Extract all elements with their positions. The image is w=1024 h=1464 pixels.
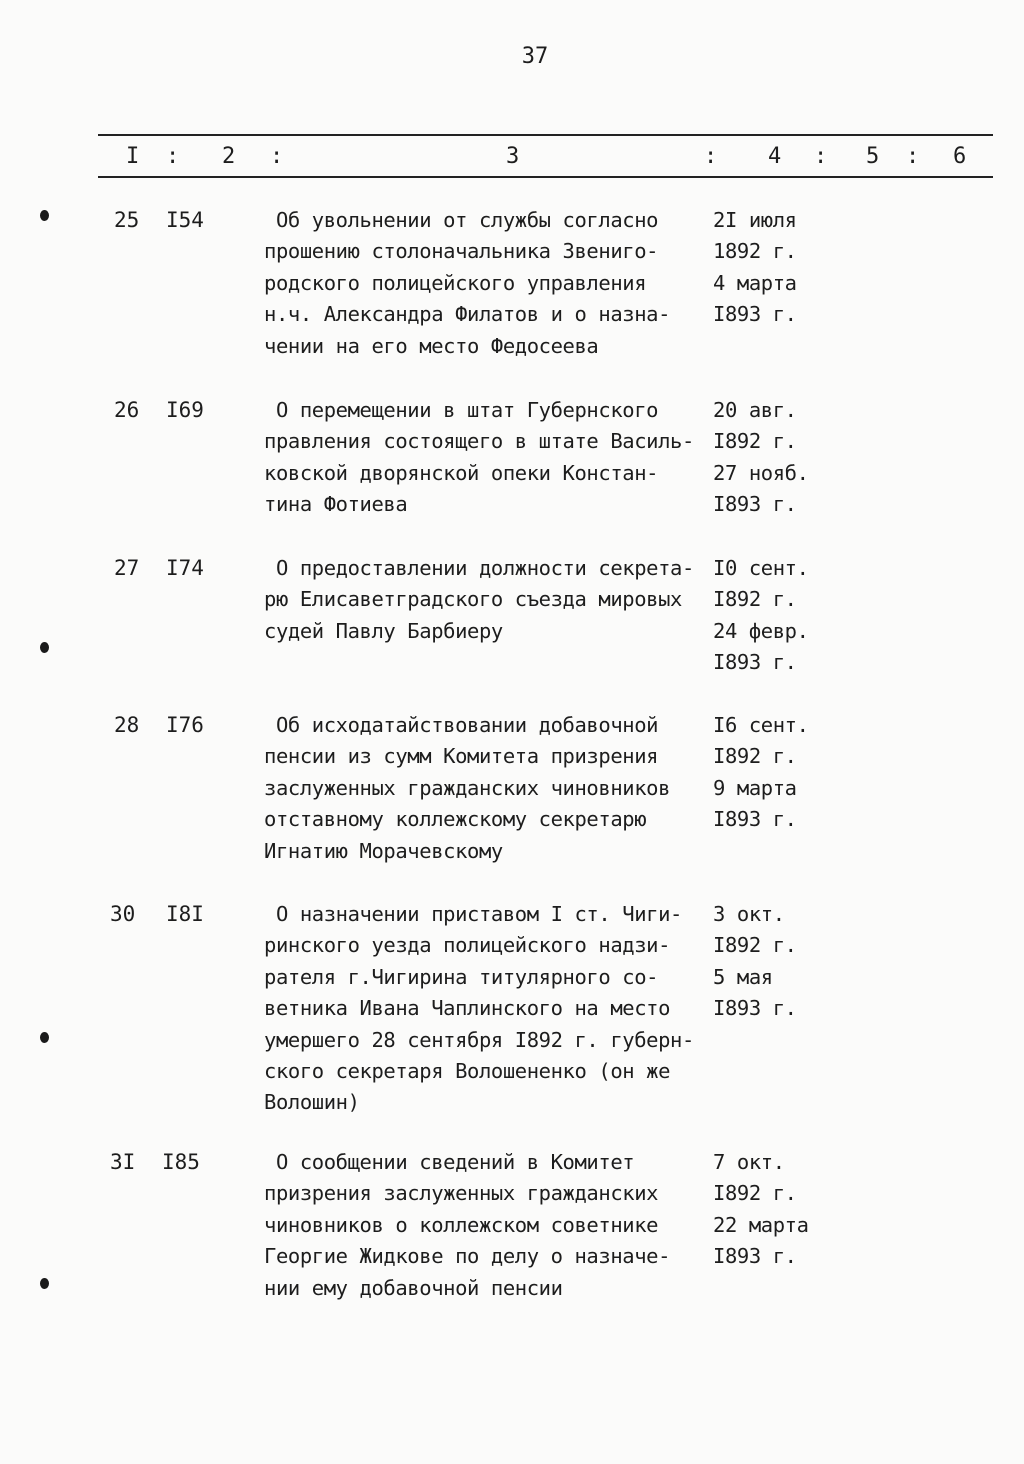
entry-description-line: Георгие Жидкове по делу о назначе- bbox=[264, 1244, 671, 1269]
entry-date-line: I893 г. bbox=[713, 807, 797, 832]
entry-description-line: Игнатию Морачевскому bbox=[264, 838, 503, 863]
entry-description-line: н.ч. Александра Филатов и о назна- bbox=[264, 302, 671, 327]
column-header-4: 4 bbox=[768, 144, 782, 169]
entry-description-line: Об исходатайствовании добавочной bbox=[264, 713, 659, 737]
binding-hole-mark bbox=[40, 210, 49, 221]
entry-description-line: тина Фотиева bbox=[264, 492, 408, 517]
entry-description-line: умершего 28 сентября I892 г. губерн- bbox=[264, 1027, 694, 1052]
entry-description-line: пенсии из сумм Комитета призрения bbox=[264, 744, 659, 769]
entry-description-line: ковской дворянской опеки Констан- bbox=[264, 460, 659, 485]
entry-description-line: судей Павлу Барбиеру bbox=[264, 618, 503, 643]
entry-description-line: О сообщении сведений в Комитет bbox=[264, 1150, 635, 1174]
entry-description-line: ветника Ивана Чаплинского на место bbox=[264, 996, 671, 1021]
entry-description-line: О предоставлении должности секрета- bbox=[264, 556, 694, 580]
entry-date-line: 1892 г. bbox=[713, 239, 797, 264]
column-header-5: 5 bbox=[866, 144, 880, 169]
entry-archive-number: I69 bbox=[166, 398, 204, 422]
entry-number: 28 bbox=[114, 713, 140, 737]
entry-description-line: рателя г.Чигирина титулярного со- bbox=[264, 964, 659, 989]
column-separator: : bbox=[906, 144, 920, 169]
entry-description-line: чении на его место Федосеева bbox=[264, 333, 599, 358]
entry-date-line: I892 г. bbox=[713, 1181, 797, 1206]
entry-description-line: нии ему добавочной пенсии bbox=[264, 1275, 563, 1300]
entry-date-line: I893 г. bbox=[713, 492, 797, 517]
entry-date-line: 9 марта bbox=[713, 775, 797, 800]
entry-date-line: I893 г. bbox=[713, 302, 797, 327]
entry-date-line: I893 г. bbox=[713, 1244, 797, 1269]
column-separator: : bbox=[814, 144, 828, 169]
entry-number: 26 bbox=[114, 398, 140, 422]
entry-date-line: 2I июля bbox=[713, 208, 797, 232]
entry-description-line: призрения заслуженных гражданских bbox=[264, 1181, 659, 1206]
page-number: 37 bbox=[521, 44, 549, 69]
column-header-3: 3 bbox=[506, 144, 520, 169]
entry-date-line: I892 г. bbox=[713, 933, 797, 958]
entry-date-line: I6 сент. bbox=[713, 713, 809, 737]
entry-date-line: I893 г. bbox=[713, 996, 797, 1021]
entry-description-line: ского секретаря Волошененко (он же bbox=[264, 1059, 671, 1083]
entry-description-line: О перемещении в штат Губернского bbox=[264, 398, 659, 422]
entry-date-line: 22 марта bbox=[713, 1212, 809, 1237]
entry-description-line: прошению столоначальника Звениго- bbox=[264, 239, 659, 264]
entry-description-line: заслуженных гражданских чиновников bbox=[264, 775, 671, 800]
entry-archive-number: I85 bbox=[162, 1150, 200, 1174]
entry-date-line: 7 окт. bbox=[713, 1150, 785, 1174]
entry-archive-number: I8I bbox=[166, 902, 204, 926]
entry-date-line: 5 мая bbox=[713, 964, 773, 989]
entry-date-line: 20 авг. bbox=[713, 398, 797, 422]
entry-number: 30 bbox=[110, 902, 136, 926]
entry-archive-number: I74 bbox=[166, 556, 204, 580]
entry-date-line: 27 нояб. bbox=[713, 460, 809, 485]
entry-description-line: родского полицейского управления bbox=[264, 270, 647, 295]
entry-date-line: 24 февр. bbox=[713, 618, 809, 643]
column-header-6: 6 bbox=[953, 144, 967, 169]
header-bottom-rule bbox=[98, 176, 993, 178]
entry-number: 25 bbox=[114, 208, 140, 232]
entry-number: 27 bbox=[114, 556, 140, 580]
entry-description-line: чиновников о коллежском советнике bbox=[264, 1212, 659, 1237]
column-separator: : bbox=[704, 144, 718, 169]
entry-description-line: рю Елисаветградского съезда мировых bbox=[264, 587, 682, 612]
header-top-rule bbox=[98, 134, 993, 136]
entry-date-line: I892 г. bbox=[713, 429, 797, 454]
entry-archive-number: I76 bbox=[166, 713, 204, 737]
entry-date-line: 4 марта bbox=[713, 270, 797, 295]
binding-hole-mark bbox=[40, 642, 49, 653]
entry-description-line: отставному коллежскому секретарю bbox=[264, 807, 647, 832]
entry-date-line: I893 г. bbox=[713, 650, 797, 675]
entry-description-line: О назначении приставом I ст. Чиги- bbox=[264, 902, 682, 926]
column-separator: : bbox=[270, 144, 284, 169]
entry-description-line: Волошин) bbox=[264, 1090, 360, 1115]
binding-hole-mark bbox=[40, 1032, 49, 1043]
entry-description-line: Об увольнении от службы согласно bbox=[264, 208, 659, 232]
entry-date-line: 3 окт. bbox=[713, 902, 785, 926]
column-header-1: I bbox=[126, 144, 140, 169]
column-separator: : bbox=[166, 144, 180, 169]
column-header-2: 2 bbox=[222, 144, 236, 169]
entry-date-line: I0 сент. bbox=[713, 556, 809, 580]
entry-description-line: правления состоящего в штате Василь- bbox=[264, 429, 694, 454]
entry-date-line: I892 г. bbox=[713, 744, 797, 769]
binding-hole-mark bbox=[40, 1278, 49, 1289]
entry-description-line: ринского уезда полицейского надзи- bbox=[264, 933, 671, 958]
entry-number: 3I bbox=[110, 1150, 136, 1174]
entry-archive-number: I54 bbox=[166, 208, 204, 232]
entry-date-line: I892 г. bbox=[713, 587, 797, 612]
